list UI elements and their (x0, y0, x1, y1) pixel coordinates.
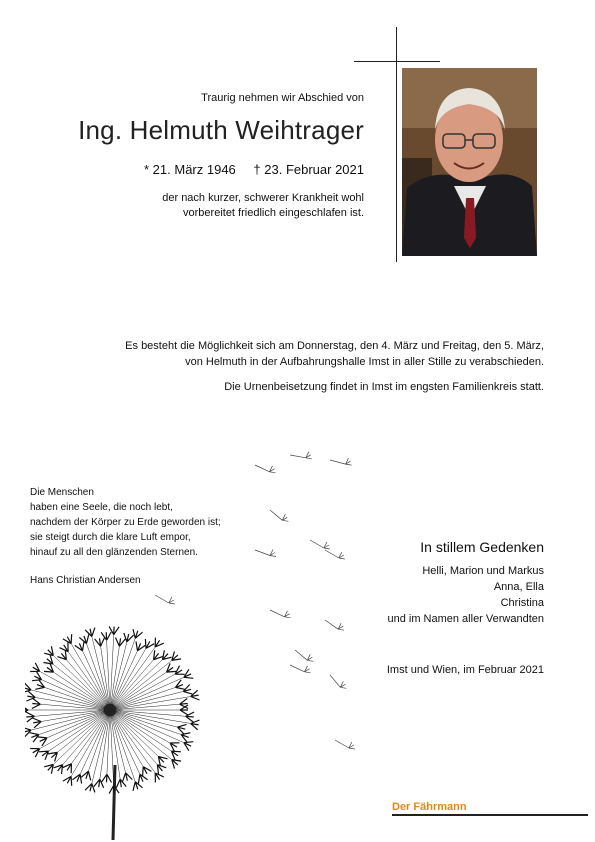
poem-author: Hans Christian Andersen (30, 575, 141, 586)
mourner-line: Helli, Marion und Markus (422, 565, 544, 577)
poem-line: haben eine Seele, die noch lebt, (30, 502, 173, 513)
birth-date: * 21. März 1946 (144, 162, 236, 177)
cross-horizontal (354, 61, 440, 62)
place-date: Imst und Wien, im Februar 2021 (386, 664, 544, 676)
intro-text: Traurig nehmen wir Abschied von (201, 92, 364, 104)
death-date: † 23. Februar 2021 (253, 162, 364, 177)
viewing-info (60, 338, 544, 370)
viewing-line: Es besteht die Möglichkeit sich am Donnerstag, den 4. März und Freitag, den 5. März, (125, 340, 544, 352)
mourner-line: und im Namen aller Verwandten (387, 613, 544, 625)
description (130, 191, 364, 221)
description-line: vorbereitet friedlich eingeschlafen ist. (183, 207, 364, 219)
funeral-home-logo (392, 801, 588, 825)
poem-line: Die Menschen (30, 487, 94, 498)
deceased-name: Ing. Helmuth Weihtrager (78, 115, 364, 145)
description-line: der nach kurzer, schwerer Krankheit wohl (162, 192, 364, 204)
portrait-photo (402, 68, 537, 256)
life-dates (120, 162, 364, 177)
urn-info: Die Urnenbeisetzung findet in Imst im engsten Familienkreis statt. (224, 381, 544, 393)
mourners-list (330, 563, 544, 627)
logo-rule (392, 814, 588, 816)
poem-line: nachdem der Körper zu Erde geworden ist; (30, 517, 221, 528)
poem-line: hinauf zu all den glänzenden Sternen. (30, 547, 198, 558)
gedenken-title: In stillem Gedenken (420, 539, 544, 555)
mourner-line: Christina (500, 597, 544, 609)
mourner-line: Anna, Ella (493, 581, 544, 593)
viewing-line: von Helmuth in der Aufbahrungshalle Imst in aller Stille zu verabschieden. (185, 356, 544, 368)
cross-vertical (396, 27, 397, 262)
logo-name: Der Fährmann (392, 801, 467, 813)
poem-line: sie steigt durch die klare Luft empor, (30, 532, 191, 543)
poem (30, 485, 230, 560)
